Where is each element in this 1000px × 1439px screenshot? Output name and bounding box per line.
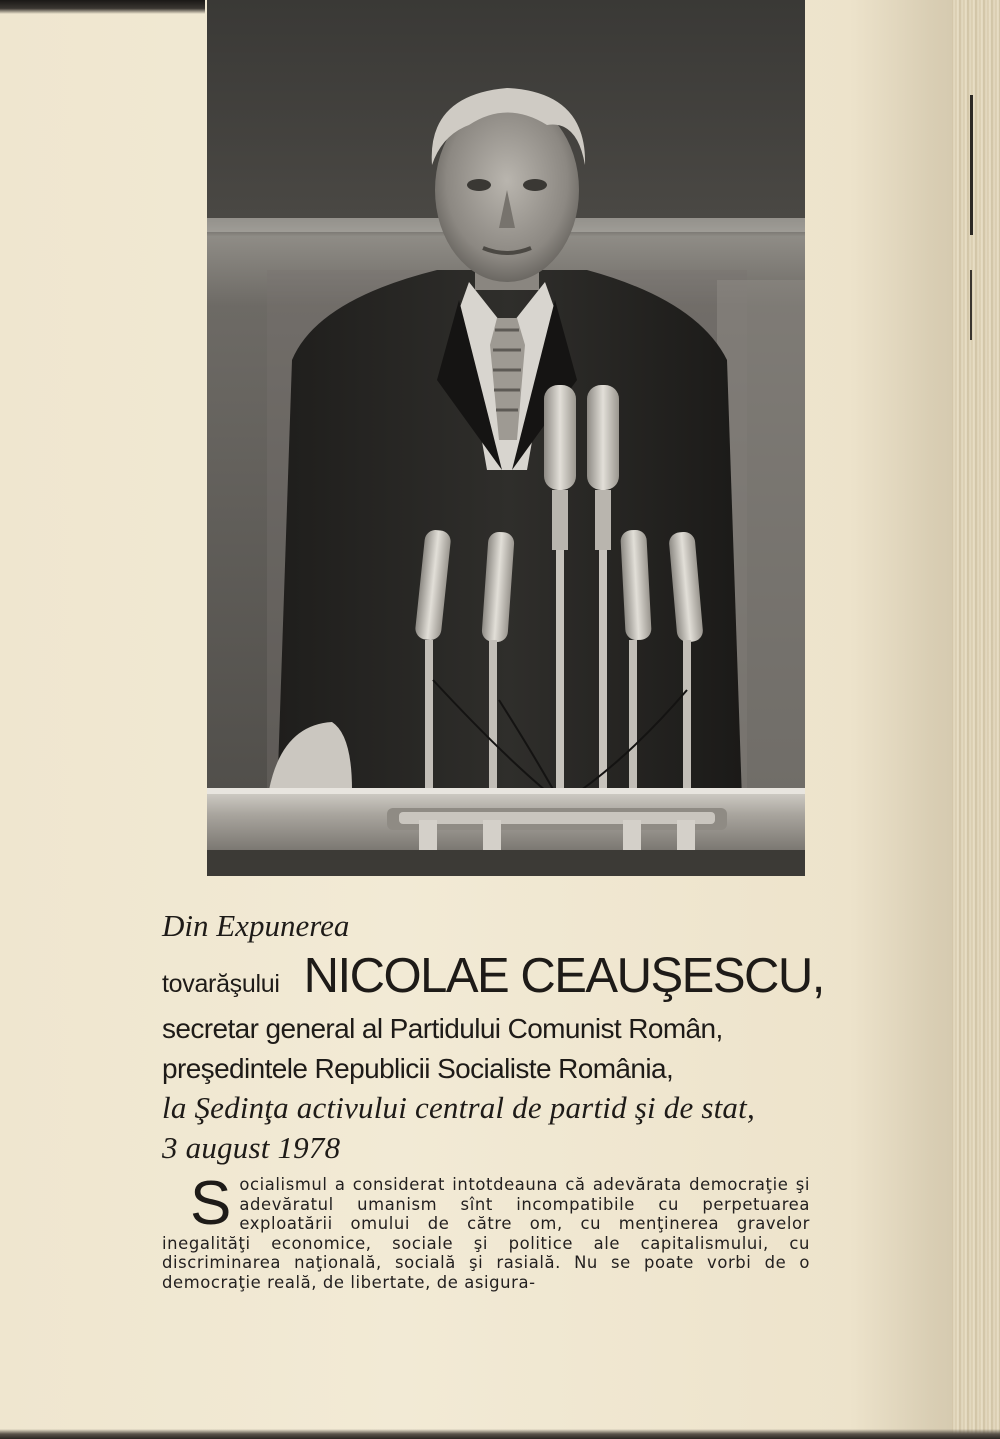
spine-mark-lower xyxy=(970,270,972,340)
spine-mark xyxy=(970,95,973,235)
caption-event: la Şedinţa activului central de partid şi de stat, xyxy=(162,1090,755,1125)
caption-date: 3 august 1978 xyxy=(162,1130,341,1165)
caption-name-row xyxy=(162,950,862,1002)
drop-cap: S xyxy=(190,1169,232,1238)
article-paragraph: ocialismul a considerat intotdeauna că adevărata democraţie şi adevăratul umanism sînt incompatibile cu perpetuarea exploatării omului de către om, cu menţinerea gravelor inegalităţi economice, sociale şi politice ale capitalismului, cu discriminarea naţională, socială şi rasială. Nu se poate vorbi de o democraţie reală, de libertate, de asigura- xyxy=(162,1175,810,1292)
caption-president-title: preşedintele Republicii Socialiste România, xyxy=(162,1053,674,1084)
page-top-shadow xyxy=(0,0,205,14)
caption-intro: Din Expunerea xyxy=(162,908,350,943)
caption-name: NICOLAE CEAUŞESCU, xyxy=(303,949,824,1003)
photo-caption xyxy=(162,906,862,1168)
portrait-photo xyxy=(207,0,805,876)
article-body xyxy=(162,1169,810,1293)
portrait-photo-drawing xyxy=(207,0,805,876)
caption-secretary-title: secretar general al Partidului Comunist Român, xyxy=(162,1013,723,1044)
book-spine xyxy=(952,0,1000,1439)
page-bottom-shadow xyxy=(0,1429,1000,1439)
caption-honorific: tovarăşului xyxy=(162,970,280,998)
